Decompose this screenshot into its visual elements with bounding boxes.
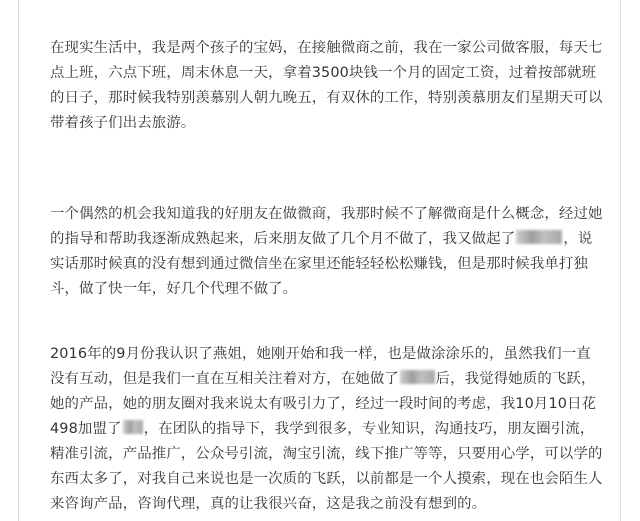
paragraph-3-text-part1: 2016年的9月份我认识了燕姐，她刚开始和我一样，也是做涂涂乐的，虽然我们一直没有互动，但是我们一直在互相关注着对方，在她做了	[50, 346, 591, 387]
paragraph-2-text-after: ，说实话那时候真的没有想到通过微信坐在家里还能轻轻松松赚钱，但是那时候我单打独斗，做了快一年，好几个代理不做了。	[50, 231, 593, 297]
paragraph-2-text-before: 一个偶然的机会我知道我的好朋友在做微商，我那时候不了解微商是什么概念，经过她的指导和帮助我逐渐成熟起来，后来朋友做了几个月不做了，我又做起了	[50, 206, 603, 247]
paragraph-3-text-part2: 后，我觉得她质的飞跃，她的产品，她的朋友圈对我来说太有吸引力了，经过一段时间的考虑，我10月10日花498加盟了	[50, 371, 597, 437]
redacted-brand-mark	[516, 230, 562, 244]
redacted-brand-mark	[400, 370, 435, 384]
paragraph-3-text-part3: ，在团队的指导下，我学到很多，专业知识，沟通技巧，朋友圈引流，精准引流，产品推广，公众号引流，淘宝引流，线下推广等等，只要用心学，可以学的东西太多了，对我自己来说也是一次质的飞跃，以前都是一个人摸索，现在也会陌生人来咨询产品，咨询代理，真的让我很兴奋，这是我之前没有想到的。	[50, 421, 603, 512]
redacted-brand-mark	[123, 420, 143, 434]
paragraph-1-text: 在现实生活中，我是两个孩子的宝妈，在接触微商之前，我在一家公司做客服，每天七点上班，六点下班，周末休息一天，拿着3500块钱一个月的固定工资，过着按部就班的日子，那时候我特别羡慕别人朝九晚五，有双休的工作，特别羡慕朋友们星期天可以带着孩子们出去旅游。	[50, 40, 603, 131]
paragraph-2	[50, 202, 605, 302]
paragraph-3	[50, 342, 605, 517]
paragraph-1	[50, 36, 605, 136]
